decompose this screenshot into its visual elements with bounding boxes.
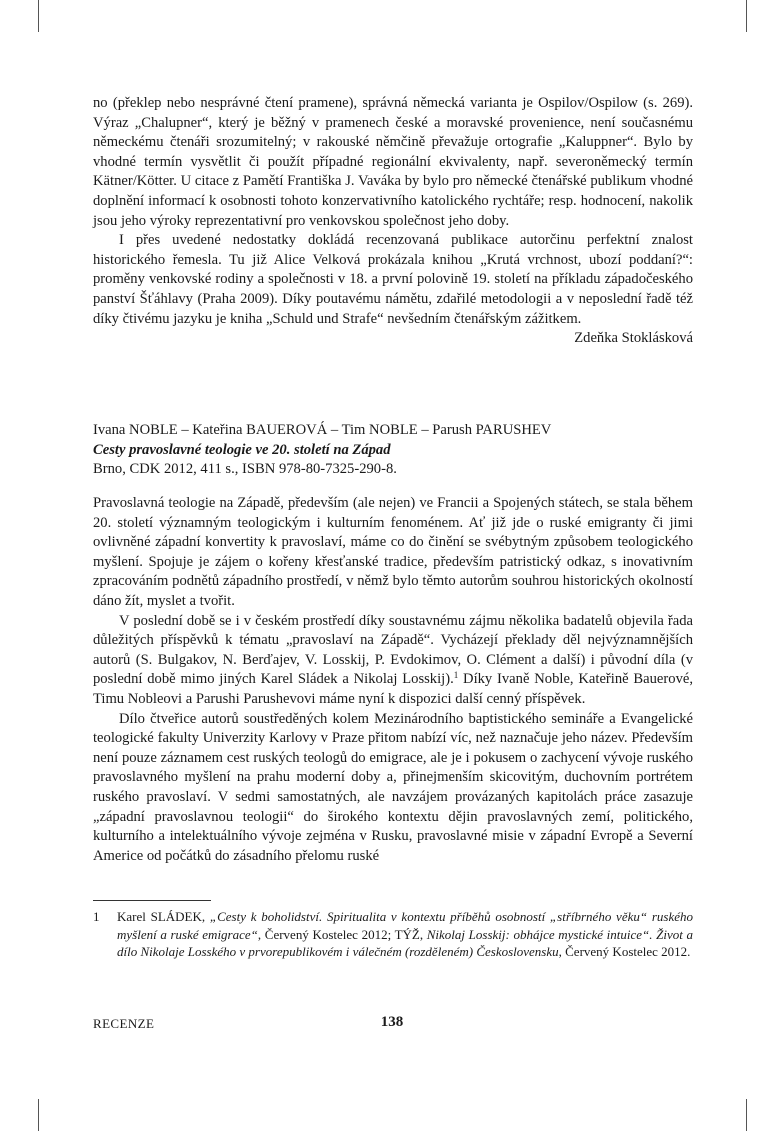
text-run: V poslední době se i v českém prostředí díky soustavnému zájmu několika badatelů objevila řada důležitých příspěvků k tématu „pravoslaví na Západě“. Vycházejí překlady děl nejvýznamnějších autorů (S. Bulgakov, N. Berďajev, V. Losskij, P. Evdokimov, O. Clément a další) i původní díla (v poslední době mimo jiných Karel Sládek a Nikolaj Losskij). xyxy=(93,612,693,688)
crop-mark xyxy=(38,1099,39,1131)
paragraph: I přes uvedené nedostatky dokládá recenzovaná publikace autorčinu perfektní znalost historického řemesla. Tu již Alice Velková prokázala knihou „Krutá vrchnost, ubozí poddaní?“: proměny venkovské rodiny a společnosti v 18. a první polovině 19. století na příkladu západočeského panství Šťáhlavy (Praha 2009). Díky poutavému námětu, zdařilé metodologii a v neposlední řadě též díky čtivému jazyku je kniha „Schuld und Strafe“ nevšedním čtenářským zážitkem. xyxy=(93,232,693,327)
text-run: Díky Ivaně Noble, Kateřině Bauerové, Timu Nobleovi a Parushi Parushevovi máme nyní k dispozici další cenný příspěvek. xyxy=(93,671,693,707)
crop-mark xyxy=(746,1099,747,1131)
text-run-italic: „Cesty k boholidství. Spiritualita v kontextu příběhů osobností „stříbrného věku“ ruského myšlení a ruské emigrace“ xyxy=(117,909,693,942)
text-run: Karel SLÁDEK, xyxy=(117,909,210,924)
review-body xyxy=(93,494,693,866)
footnote-reference[interactable]: 1 xyxy=(453,670,459,681)
text-run: , Červený Kostelec 2012; TÝŽ, xyxy=(257,926,427,942)
book-title: Cesty pravoslavné teologie ve 20. století na Západ xyxy=(93,441,391,458)
previous-review-continuation xyxy=(93,94,693,349)
footnote-text xyxy=(117,908,693,961)
text-run: , Červený Kostelec 2012. xyxy=(558,944,691,960)
page-number: 138 xyxy=(380,1014,404,1030)
footnote-number: 1 xyxy=(93,909,100,924)
text-run-italic: Nikolaj Losskij: obhájce mystické intuice“. Život a dílo Nikolaje Losského v prvorepublikovém i válečném (rozděleném) Československu xyxy=(117,926,694,960)
crop-mark xyxy=(746,0,747,32)
review-header xyxy=(93,421,693,480)
paragraph xyxy=(93,612,693,710)
paragraph: Dílo čtveřice autorů soustředěných kolem Mezinárodního baptistického semináře a Evangelické teologické fakulty Univerzity Karlovy v Praze přitom nabízí víc, než naznačuje jeho název. Především není pouze záznamem cest ruských teologů do emigrace, ale je i pokusem o zachycení vývoje ruského pravoslavného myšlení na prahu moderní doby a, přinejmenším skicovitým, duchovním portrétem ruského pravoslaví. V sedmi samostatných, ale navzájem provázaných kapitolách práce zasazuje „západní pravoslavnou teologii“ do širokého kontextu dějin pravoslavných zemí, politického, kulturního a intelektuálního vývoje zejména v Rusku, pravoslavné misie v západní Evropě a Severní Americe od počátků do zásadního přelomu ruské xyxy=(93,710,693,864)
paragraph: no (překlep nebo nesprávné čtení pramene), správná německá varianta je Ospilov/Ospilow (s. 269). Výraz „Chalupner“, který je běžný v pramenech české a moravské provenience, není současnému německému čtenáři srozumitelný; v rakouské němčině převažuje ortografie „Kaluppner“. Bylo by vhodné termín vysvětlit či použít případné regionální ekvivalenty, např. severoněmecký termín Kätner/Kötter. U citace z Pamětí Františka J. Vaváka by bylo pro německé čtenářské publikum vhodné doplnění informací k osobnosti tohoto konzervativního katolického rychtáře; resp. hodnocení, nakolik jsou jeho výroky reprezentativní pro venkovskou společnost jeho doby. xyxy=(93,95,693,229)
book-authors: Ivana NOBLE – Kateřina BAUEROVÁ – Tim NOBLE – Parush PARUSHEV xyxy=(93,422,552,438)
crop-mark xyxy=(38,0,39,32)
footnote xyxy=(93,908,693,961)
reviewer-signature: Zdeňka Stoklásková xyxy=(574,330,693,347)
section-label: RECENZE xyxy=(93,1016,155,1031)
publication-info: Brno, CDK 2012, 411 s., ISBN 978-80-7325-290-8. xyxy=(93,461,397,478)
paragraph: Pravoslavná teologie na Západě, především (ale nejen) ve Francii a Spojených státech, se stala během 20. století významným teologickým i kulturním fenoménem. Ať již jde o ruské emigranty či jimi ovlivněné západní konvertity k pravoslaví, máme co do činění se svébytným způsobem teologického myšlení. Spojuje je zájem o kořeny křesťanské tradice, především patristický odkaz, s inovativním zpracováním podnětů západního prostředí, v němž bylo těmto autorům souhrou historických okolností dáno žít, myslet a tvořit. xyxy=(93,495,693,609)
footnote-divider xyxy=(93,900,211,901)
